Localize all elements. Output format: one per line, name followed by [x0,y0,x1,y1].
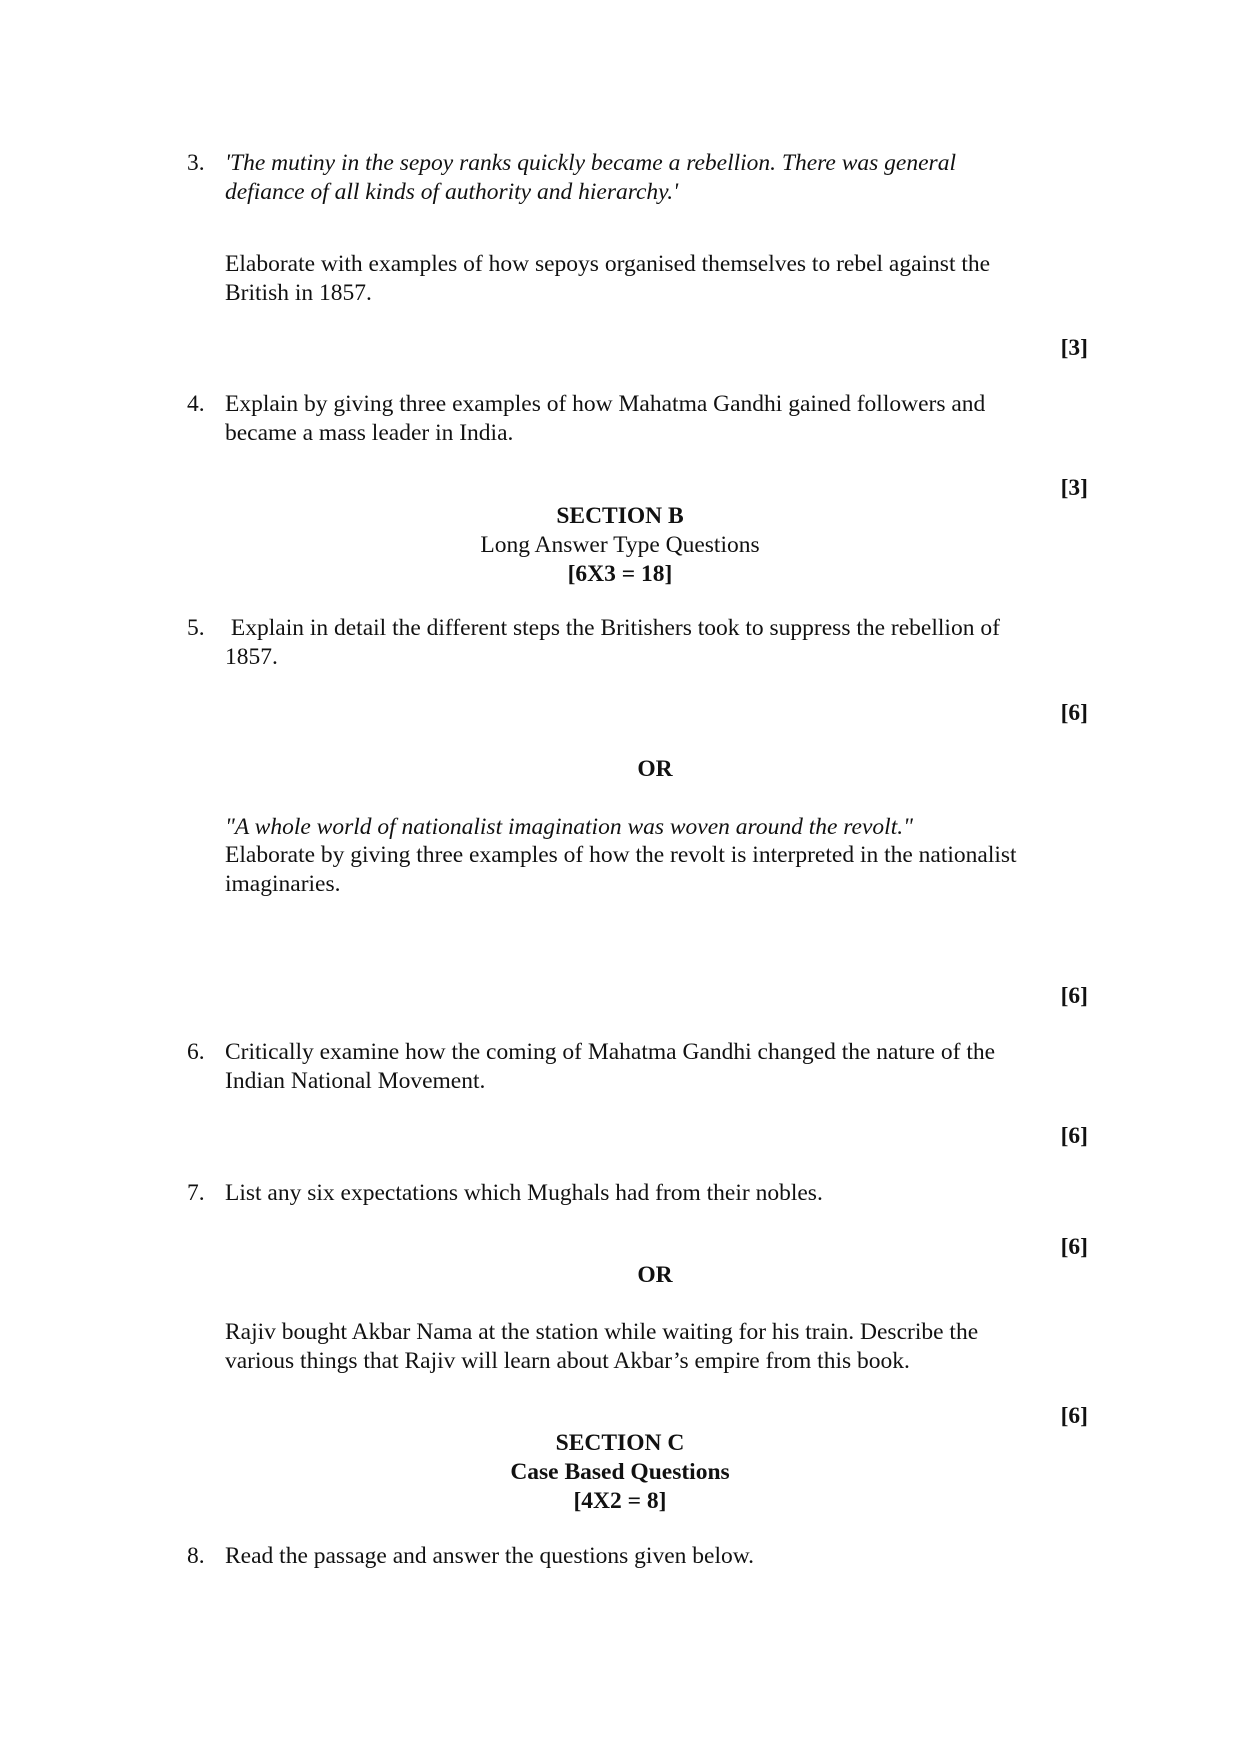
question-7-alt-marks: [6] [1060,1403,1088,1429]
section-b-subtitle: Long Answer Type Questions [480,532,760,558]
question-4-marks: [3] [1060,475,1088,501]
question-5-alt-line-1: Elaborate by giving three examples of how the revolt is interpreted in the nationalist [225,842,1017,868]
section-c-subtitle: Case Based Questions [510,1459,730,1485]
section-b-marks: [6X3 = 18] [567,561,673,587]
question-8-number: 8. [187,1543,205,1569]
question-4-number: 4. [187,391,205,417]
question-3-text-line-2: British in 1857. [225,280,372,306]
question-3-marks: [3] [1060,335,1088,361]
question-7-text-line-1: List any six expectations which Mughals had from their nobles. [225,1180,823,1206]
question-5-text-line-1: Explain in detail the different steps the Britishers took to suppress the rebellion of [225,615,1000,641]
question-3-quote-line-1: 'The mutiny in the sepoy ranks quickly became a rebellion. There was general [225,150,956,176]
question-6-text-line-1: Critically examine how the coming of Mahatma Gandhi changed the nature of the [225,1039,996,1065]
question-5-or: OR [637,756,673,782]
question-6-number: 6. [187,1039,205,1065]
question-4-text-line-1: Explain by giving three examples of how Mahatma Gandhi gained followers and [225,391,986,417]
question-5-marks: [6] [1060,700,1088,726]
question-3-text-line-1: Elaborate with examples of how sepoys organised themselves to rebel against the [225,251,991,277]
question-5-alt-quote: "A whole world of nationalist imagination was woven around the revolt." [225,814,913,840]
section-c-marks: [4X2 = 8] [573,1488,667,1514]
question-5-alt-marks: [6] [1060,983,1088,1009]
question-5-text-line-2: 1857. [225,644,278,670]
question-7-alt-line-1: Rajiv bought Akbar Nama at the station while waiting for his train. Describe the [225,1319,979,1345]
section-b-title: SECTION B [556,503,684,529]
question-6-text-line-2: Indian National Movement. [225,1068,486,1094]
question-7-marks: [6] [1060,1234,1088,1260]
question-3-quote-line-2: defiance of all kinds of authority and hierarchy.' [225,179,679,205]
question-7-alt-line-2: various things that Rajiv will learn about Akbar’s empire from this book. [225,1348,910,1374]
question-6-marks: [6] [1060,1123,1088,1149]
question-3-number: 3. [187,150,205,176]
question-5-number: 5. [187,615,205,641]
question-8-text-line-1: Read the passage and answer the questions given below. [225,1543,755,1569]
question-7-number: 7. [187,1180,205,1206]
question-4-text-line-2: became a mass leader in India. [225,420,514,446]
question-5-alt-line-2: imaginaries. [225,871,341,897]
section-c-title: SECTION C [555,1430,685,1456]
question-7-or: OR [637,1262,673,1288]
